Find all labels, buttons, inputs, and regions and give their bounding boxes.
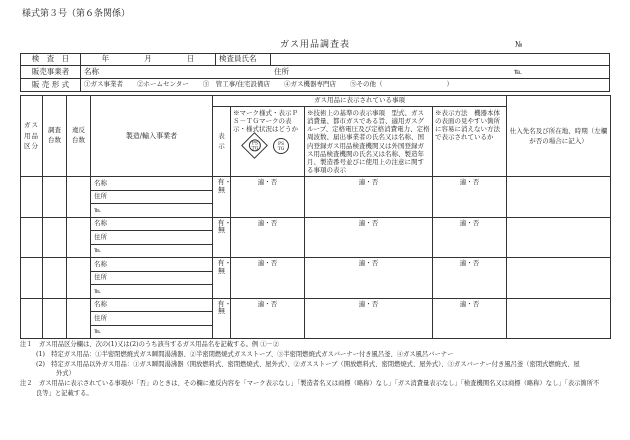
inspection-date-field[interactable]: [81, 54, 216, 65]
maker-header: 製造/輸入事業者: [91, 96, 213, 177]
maker-name-cell[interactable]: 名称: [91, 258, 213, 272]
violation-count-cell[interactable]: [67, 177, 91, 218]
sales-form-option-close: ）: [446, 80, 453, 89]
name-label: 名称: [84, 66, 99, 76]
maker-address-cell[interactable]: 住所: [91, 190, 213, 204]
note-2-cont: 良等」と記載する。: [36, 389, 93, 397]
remarks-cell[interactable]: [507, 177, 611, 218]
seller-name-field[interactable]: [81, 66, 271, 78]
violation-count-cell[interactable]: [67, 298, 91, 339]
note-1-2: (2) 特定ガス用品以外ガス用品：①ガス瞬間湯沸器（開放燃料式、密閉燃焼式、屋外式）、②ガスストーブ（開放燃料式、密閉燃焼式、屋外式）、③ガスバーナー付き風呂釜（密閉式燃焼式、屋: [36, 360, 580, 368]
sales-form-option[interactable]: ⑤その他（: [349, 80, 383, 89]
method-note-header: ※表示方法 機器本体の表面の見やすい箇所に容易に消えない方法で表示されているか: [433, 107, 507, 177]
violation-count-header: 違反台数: [67, 96, 91, 177]
category-cell[interactable]: [21, 177, 43, 218]
display-header: 表示: [213, 107, 231, 177]
category-cell[interactable]: [21, 217, 43, 258]
table-row: [21, 298, 611, 312]
seller-row: [20, 66, 610, 79]
table-row: [21, 177, 611, 191]
display-yes-no-cell[interactable]: 有・無: [213, 177, 231, 218]
seller-label: 販売事業者: [21, 66, 81, 78]
inspection-row: [20, 53, 610, 66]
violation-count-cell[interactable]: [67, 258, 91, 299]
mark-ok-ng-cell[interactable]: 適・否: [231, 177, 305, 218]
maker-address-cell[interactable]: 住所: [91, 271, 213, 285]
year-label: 年: [101, 54, 110, 64]
form-title: ガス用品調査表: [279, 40, 350, 50]
surveyed-count-cell[interactable]: [43, 217, 67, 258]
maker-name-cell[interactable]: 名称: [91, 298, 213, 312]
remarks-cell[interactable]: [507, 258, 611, 299]
remarks-cell[interactable]: [507, 298, 611, 339]
sales-form-option[interactable]: ③ 管工事/住宅設備店: [202, 80, 270, 89]
tech-ok-ng-cell[interactable]: 適・否: [305, 258, 433, 299]
inspector-label: 検査員氏名: [216, 54, 271, 65]
maker-tel-cell[interactable]: ℡: [91, 285, 213, 299]
surveyed-count-header: 調査台数: [43, 96, 67, 177]
sales-form-row: [20, 79, 610, 92]
method-ok-ng-cell[interactable]: 適・否: [433, 298, 507, 339]
tech-ok-ng-cell[interactable]: 適・否: [305, 217, 433, 258]
display-yes-no-cell[interactable]: 有・無: [213, 217, 231, 258]
inspection-date-label: 検 査 日: [21, 54, 81, 65]
sales-form-option[interactable]: ④ガス機器専門店: [283, 80, 336, 89]
maker-address-cell[interactable]: 住所: [91, 312, 213, 326]
category-cell[interactable]: [21, 258, 43, 299]
display-yes-no-cell[interactable]: 有・無: [213, 298, 231, 339]
sales-form-option[interactable]: ②ホームセンター: [137, 80, 189, 89]
maker-tel-cell[interactable]: ℡: [91, 244, 213, 258]
violation-count-cell[interactable]: [67, 217, 91, 258]
note-2: 注２ ガス用品に表示されている事項が「否」のときは、その欄に違反内容を「マーク表示なし」「製造者名又は商標（略称）なし」「ガス消費量表示なし」「検査機関名又は商標（略称）なし」「表示箇所不: [20, 380, 600, 387]
note-1-2-cont: 外式）: [56, 370, 75, 378]
mark-note-header: ※マーク様式・表示ＰＳ－ＴＧマークの表示・様式状況はどうか PS TG PS TG: [231, 107, 305, 177]
maker-address-cell[interactable]: 住所: [91, 231, 213, 245]
survey-table: [20, 95, 611, 339]
ps-tg-circle-icon: PS TG: [272, 136, 291, 155]
tel-label: ℡: [514, 66, 523, 76]
sales-form-label: 販 売 形 式: [21, 79, 81, 91]
surveyed-count-cell[interactable]: [43, 298, 67, 339]
tech-ok-ng-cell[interactable]: 適・否: [305, 177, 433, 218]
mark-ok-ng-cell[interactable]: 適・否: [231, 217, 305, 258]
ps-tg-mark-icon: PS TG: [241, 132, 268, 159]
remarks-cell[interactable]: [507, 217, 611, 258]
table-row: [21, 258, 611, 272]
form-number: 様式第３号（第６条関係）: [22, 9, 131, 19]
seller-tel-field[interactable]: [511, 66, 609, 78]
inspector-field[interactable]: [271, 54, 609, 65]
seller-address-field[interactable]: [271, 66, 511, 78]
method-ok-ng-cell[interactable]: 適・否: [433, 177, 507, 218]
number-label: №: [515, 40, 523, 49]
mark-ok-ng-cell[interactable]: 適・否: [231, 298, 305, 339]
maker-tel-cell[interactable]: ℡: [91, 325, 213, 339]
method-ok-ng-cell[interactable]: 適・否: [433, 217, 507, 258]
method-ok-ng-cell[interactable]: 適・否: [433, 258, 507, 299]
display-group-header: ガス用品に表示されている事項: [213, 96, 507, 107]
display-yes-no-cell[interactable]: 有・無: [213, 258, 231, 299]
surveyed-count-cell[interactable]: [43, 258, 67, 299]
tech-standard-note-header: ※技術上の基準の表示事項 型式、ガス消費量、都市ガスである旨、適用ガスグループ、定格電圧及び定格消費電力、定格周波数、届出事業者の氏名又は名称、国内登録ガス用品検査機関又は外国登録ガス用品検査機関の氏名又は名称、製造年月、製造番号並びに使用上の注意に関する事項の表示: [305, 107, 433, 177]
maker-tel-cell[interactable]: ℡: [91, 204, 213, 218]
mark-ok-ng-cell[interactable]: 適・否: [231, 258, 305, 299]
remarks-header: 仕入先名及び所在地、時期（左欄が否の場合に記入）: [507, 96, 611, 177]
month-label: 月: [144, 54, 152, 64]
note-1-1: (1) 特定ガス用品：①半密閉燃焼式ガス瞬間湯沸器、②半密閉燃焼式ガスストーブ、③半密閉燃焼式ガスバーナー付き風呂釜、④ガス風呂バーナー: [36, 350, 454, 358]
table-row: [21, 217, 611, 231]
sales-form-option[interactable]: ①ガス事業者: [84, 80, 123, 89]
footnotes: [20, 340, 615, 399]
maker-name-cell[interactable]: 名称: [91, 217, 213, 231]
sales-form-options[interactable]: [81, 79, 609, 91]
address-label: 住所: [274, 66, 289, 76]
category-cell[interactable]: [21, 298, 43, 339]
day-label: 日: [186, 54, 195, 64]
maker-name-cell[interactable]: 名称: [91, 177, 213, 191]
surveyed-count-cell[interactable]: [43, 177, 67, 218]
note-1: 注１ ガス用品区分欄は、次の(1)又は(2)のうち該当するガス用品名を記載する。例 ①－②: [20, 341, 280, 348]
category-header: ガス用品区分: [21, 96, 43, 177]
tech-ok-ng-cell[interactable]: 適・否: [305, 298, 433, 339]
